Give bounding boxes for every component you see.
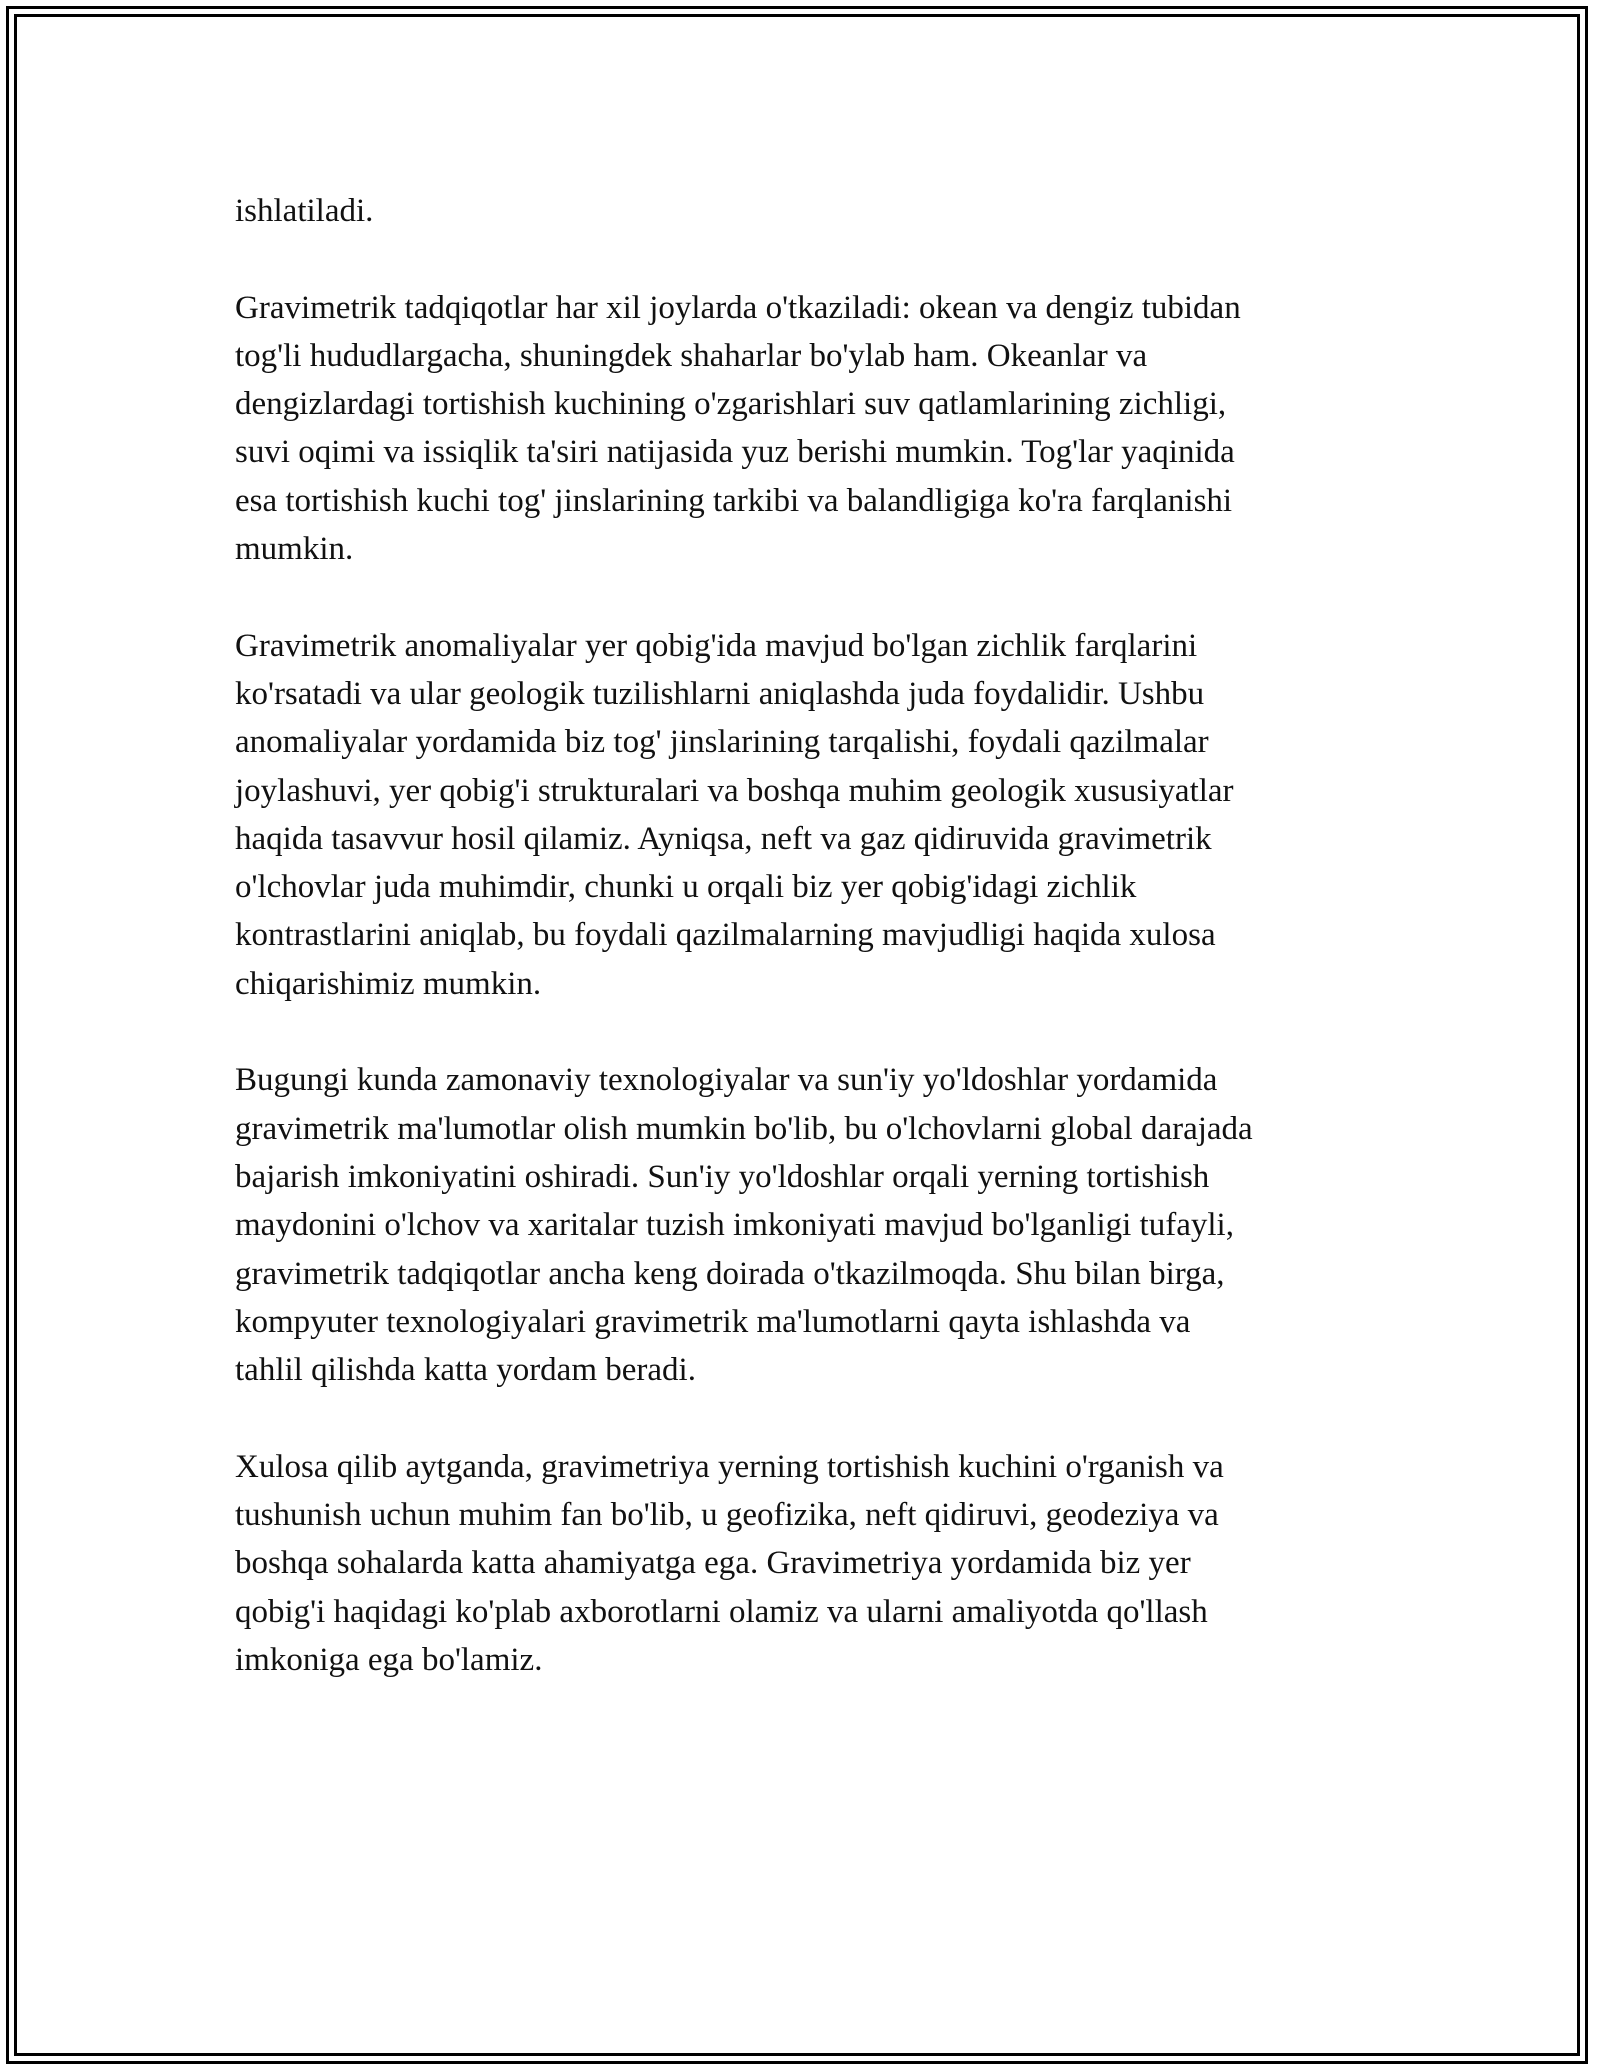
text-line: qobig'i haqidagi ko'plab axborotlarni olamiz va ularni amaliyotda qo'llash bbox=[235, 1593, 1208, 1630]
paragraph-modern-technology bbox=[235, 1056, 1385, 1394]
text-line: ko'rsatadi va ular geologik tuzilishlarni aniqlashda juda foydalidir. Ushbu bbox=[235, 675, 1205, 712]
text-line: gravimetrik ma'lumotlar olish mumkin bo'lib, bu o'lchovlarni global darajada bbox=[235, 1110, 1253, 1147]
text-line: bajarish imkoniyatini oshiradi. Sun'iy yo'ldoshlar orqali yerning tortishish bbox=[235, 1158, 1210, 1195]
text-line: haqida tasavvur hosil qilamiz. Ayniqsa, neft va gaz qidiruvida gravimetrik bbox=[235, 820, 1212, 857]
paragraph-anomalies bbox=[235, 622, 1385, 1008]
text-line: esa tortishish kuchi tog' jinslarining tarkibi va balandligiga ko'ra farqlanishi bbox=[235, 482, 1233, 519]
text-line: mumkin. bbox=[235, 531, 354, 568]
text-line: kontrastlarini aniqlab, bu foydali qazilmalarning mavjudligi haqida xulosa bbox=[235, 917, 1216, 954]
text-line: chiqarishimiz mumkin. bbox=[235, 965, 542, 1002]
text-line: kompyuter texnologiyalari gravimetrik ma'lumotlarni qayta ishlashda va bbox=[235, 1303, 1191, 1340]
text-line: tog'li hududlargacha, shuningdek shaharlar bo'ylab ham. Okeanlar va bbox=[235, 337, 1148, 374]
text-line: boshqa sohalarda katta ahamiyatga ega. Gravimetriya yordamida biz yer bbox=[235, 1545, 1191, 1582]
text-line: tahlil qilishda katta yordam beradi. bbox=[235, 1352, 696, 1389]
paragraph-survey-locations bbox=[235, 284, 1385, 574]
text-line: suvi oqimi va issiqlik ta'siri natijasida yuz berishi mumkin. Tog'lar yaqinida bbox=[235, 434, 1235, 471]
text-line: maydonini o'lchov va xaritalar tuzish imkoniyati mavjud bo'lganligi tufayli, bbox=[235, 1207, 1234, 1244]
text-line: Bugungi kunda zamonaviy texnologiyalar va sun'iy yo'ldoshlar yordamida bbox=[235, 1062, 1218, 1099]
text-line: dengizlardagi tortishish kuchining o'zgarishlari suv qatlamlarining zichligi, bbox=[235, 386, 1227, 423]
text-line: anomaliyalar yordamida biz tog' jinslarining tarqalishi, foydali qazilmalar bbox=[235, 724, 1209, 761]
text-line: imkoniga ega bo'lamiz. bbox=[235, 1641, 543, 1678]
text-line: Xulosa qilib aytganda, gravimetriya yerning tortishish kuchini o'rganish va bbox=[235, 1448, 1224, 1485]
paragraph-conclusion bbox=[235, 1443, 1385, 1684]
text-line: gravimetrik tadqiqotlar ancha keng doirada o'tkazilmoqda. Shu bilan birga, bbox=[235, 1255, 1225, 1292]
text-line: Gravimetrik tadqiqotlar har xil joylarda o'tkaziladi: okean va dengiz tubidan bbox=[235, 289, 1241, 326]
text-line: Gravimetrik anomaliyalar yer qobig'ida mavjud bo'lgan zichlik farqlarini bbox=[235, 627, 1198, 664]
text-line: joylashuvi, yer qobig'i strukturalari va boshqa muhim geologik xususiyatlar bbox=[235, 772, 1234, 809]
text-line: tushunish uchun muhim fan bo'lib, u geofizika, neft qidiruvi, geodeziya va bbox=[235, 1497, 1219, 1534]
text-line: ishlatiladi. bbox=[235, 193, 374, 229]
paragraph-continuation bbox=[235, 187, 1385, 235]
document-body bbox=[235, 187, 1385, 1733]
text-line: o'lchovlar juda muhimdir, chunki u orqali biz yer qobig'idagi zichlik bbox=[235, 869, 1137, 906]
